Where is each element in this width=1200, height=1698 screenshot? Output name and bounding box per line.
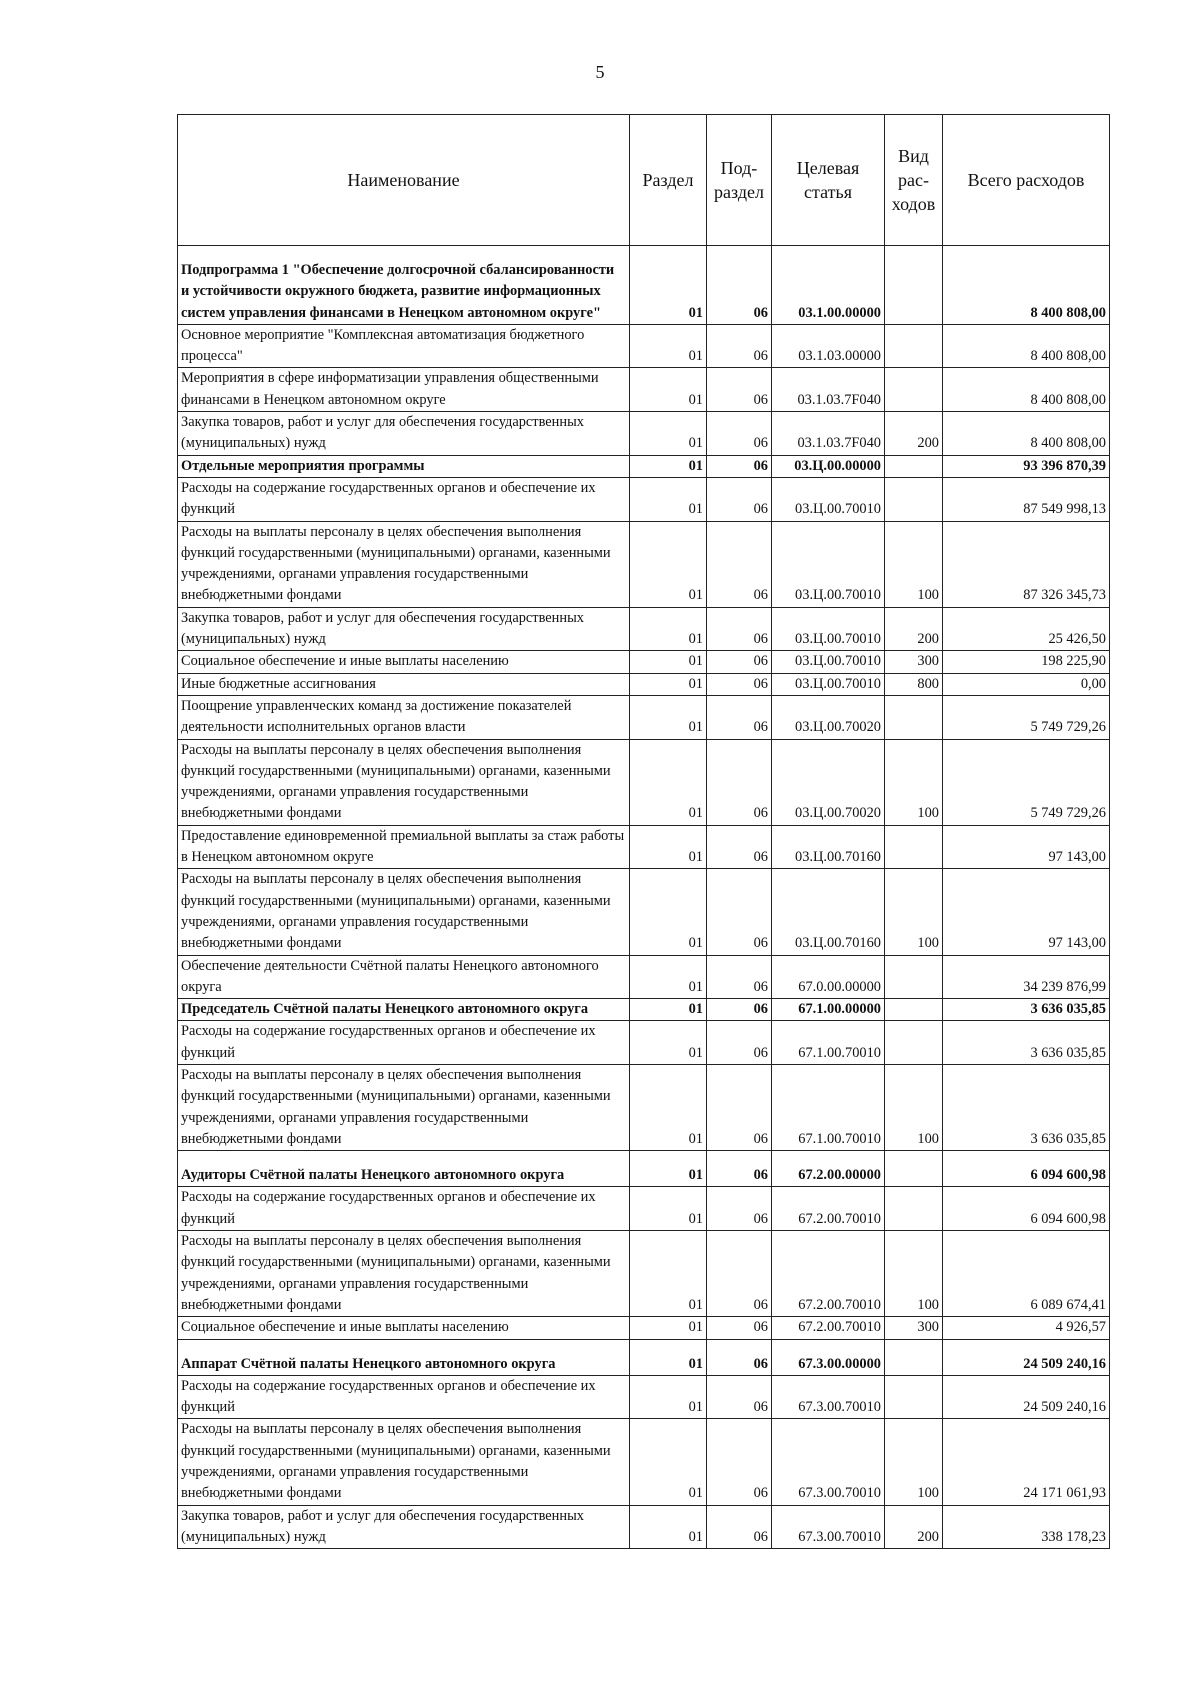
cell-razdel: 01 — [630, 651, 707, 673]
page-number: 5 — [595, 62, 605, 82]
cell-vid — [885, 695, 943, 739]
cell-razdel: 01 — [630, 607, 707, 651]
spacer-cell — [707, 1151, 772, 1166]
table-row — [178, 260, 1110, 324]
cell-statya: 67.3.00.00000 — [772, 1354, 885, 1376]
cell-podrazdel: 06 — [707, 1419, 772, 1505]
cell-vid — [885, 1165, 943, 1187]
cell-name: Расходы на содержание государственных органов и обеспечение их функций — [178, 1187, 630, 1231]
table-row — [178, 955, 1110, 999]
cell-vid — [885, 1021, 943, 1065]
spacer-cell — [943, 246, 1110, 261]
cell-podrazdel: 06 — [707, 673, 772, 695]
header-razdel: Раздел — [630, 115, 707, 246]
cell-total: 25 426,50 — [943, 607, 1110, 651]
spacer-row — [178, 1339, 1110, 1354]
cell-total: 6 094 600,98 — [943, 1165, 1110, 1187]
cell-podrazdel: 06 — [707, 1021, 772, 1065]
table-row — [178, 1231, 1110, 1317]
cell-statya: 67.1.00.70010 — [772, 1064, 885, 1150]
cell-vid: 300 — [885, 651, 943, 673]
cell-vid: 100 — [885, 869, 943, 955]
cell-total: 8 400 808,00 — [943, 368, 1110, 412]
cell-razdel: 01 — [630, 1375, 707, 1419]
cell-statya: 03.Ц.00.70010 — [772, 651, 885, 673]
cell-total: 8 400 808,00 — [943, 324, 1110, 368]
cell-podrazdel: 06 — [707, 455, 772, 477]
table-row — [178, 1187, 1110, 1231]
cell-vid — [885, 260, 943, 324]
cell-podrazdel: 06 — [707, 955, 772, 999]
cell-total: 4 926,57 — [943, 1317, 1110, 1339]
cell-statya: 67.2.00.70010 — [772, 1231, 885, 1317]
table-row — [178, 999, 1110, 1021]
cell-podrazdel: 06 — [707, 825, 772, 869]
cell-razdel: 01 — [630, 1165, 707, 1187]
spacer-cell — [885, 1339, 943, 1354]
cell-statya: 67.3.00.70010 — [772, 1419, 885, 1505]
cell-statya: 67.2.00.70010 — [772, 1317, 885, 1339]
budget-table — [177, 114, 1110, 1549]
cell-name: Расходы на выплаты персоналу в целях обеспечения выполнения функций государственными (муниципальными) органами, казенными учреждениями, органами управления государственными внебюджетными фондами — [178, 869, 630, 955]
cell-vid: 200 — [885, 412, 943, 456]
cell-razdel: 01 — [630, 1231, 707, 1317]
cell-podrazdel: 06 — [707, 477, 772, 521]
cell-razdel: 01 — [630, 1187, 707, 1231]
cell-total: 24 509 240,16 — [943, 1354, 1110, 1376]
cell-vid: 100 — [885, 521, 943, 607]
spacer-cell — [630, 1151, 707, 1166]
cell-statya: 67.2.00.00000 — [772, 1165, 885, 1187]
cell-podrazdel: 06 — [707, 1375, 772, 1419]
cell-razdel: 01 — [630, 739, 707, 825]
cell-statya: 67.3.00.70010 — [772, 1505, 885, 1549]
cell-vid: 100 — [885, 1064, 943, 1150]
cell-podrazdel: 06 — [707, 695, 772, 739]
table-row — [178, 1354, 1110, 1376]
cell-podrazdel: 06 — [707, 651, 772, 673]
cell-statya: 03.Ц.00.70020 — [772, 739, 885, 825]
cell-name: Социальное обеспечение и иные выплаты населению — [178, 651, 630, 673]
spacer-cell — [772, 246, 885, 261]
cell-podrazdel: 06 — [707, 368, 772, 412]
cell-podrazdel: 06 — [707, 1231, 772, 1317]
cell-podrazdel: 06 — [707, 1064, 772, 1150]
cell-total: 3 636 035,85 — [943, 999, 1110, 1021]
cell-vid — [885, 324, 943, 368]
cell-name: Предоставление единовременной премиальной выплаты за стаж работы в Ненецком автономном округе — [178, 825, 630, 869]
spacer-row — [178, 1151, 1110, 1166]
cell-podrazdel: 06 — [707, 1165, 772, 1187]
cell-statya: 67.2.00.70010 — [772, 1187, 885, 1231]
table-row — [178, 368, 1110, 412]
header-name: Наименование — [178, 115, 630, 246]
cell-total: 87 549 998,13 — [943, 477, 1110, 521]
cell-total: 87 326 345,73 — [943, 521, 1110, 607]
spacer-cell — [630, 246, 707, 261]
cell-vid — [885, 1375, 943, 1419]
cell-podrazdel: 06 — [707, 607, 772, 651]
table-row — [178, 607, 1110, 651]
spacer-cell — [772, 1339, 885, 1354]
cell-statya: 67.3.00.70010 — [772, 1375, 885, 1419]
table-row — [178, 455, 1110, 477]
cell-name: Расходы на выплаты персоналу в целях обеспечения выполнения функций государственными (муниципальными) органами, казенными учреждениями, органами управления государственными внебюджетными фондами — [178, 1419, 630, 1505]
cell-statya: 03.Ц.00.00000 — [772, 455, 885, 477]
cell-total: 5 749 729,26 — [943, 739, 1110, 825]
cell-razdel: 01 — [630, 695, 707, 739]
cell-podrazdel: 06 — [707, 521, 772, 607]
cell-total: 34 239 876,99 — [943, 955, 1110, 999]
cell-podrazdel: 06 — [707, 1187, 772, 1231]
spacer-cell — [707, 1339, 772, 1354]
cell-total: 6 089 674,41 — [943, 1231, 1110, 1317]
table-row — [178, 324, 1110, 368]
cell-razdel: 01 — [630, 368, 707, 412]
cell-vid — [885, 455, 943, 477]
header-podrazdel: Под- раздел — [707, 115, 772, 246]
cell-statya: 03.1.00.00000 — [772, 260, 885, 324]
spacer-cell — [178, 246, 630, 261]
cell-statya: 03.Ц.00.70160 — [772, 869, 885, 955]
spacer-cell — [885, 1151, 943, 1166]
cell-podrazdel: 06 — [707, 1317, 772, 1339]
cell-statya: 67.0.00.00000 — [772, 955, 885, 999]
cell-name: Иные бюджетные ассигнования — [178, 673, 630, 695]
cell-statya: 03.1.03.00000 — [772, 324, 885, 368]
cell-statya: 67.1.00.00000 — [772, 999, 885, 1021]
cell-statya: 03.Ц.00.70160 — [772, 825, 885, 869]
spacer-cell — [772, 1151, 885, 1166]
table-row — [178, 1064, 1110, 1150]
table-row — [178, 1419, 1110, 1505]
spacer-cell — [943, 1339, 1110, 1354]
cell-podrazdel: 06 — [707, 1505, 772, 1549]
cell-vid: 200 — [885, 1505, 943, 1549]
cell-podrazdel: 06 — [707, 324, 772, 368]
header-total: Всего расходов — [943, 115, 1110, 246]
cell-razdel: 01 — [630, 673, 707, 695]
cell-vid — [885, 1354, 943, 1376]
cell-vid: 300 — [885, 1317, 943, 1339]
cell-razdel: 01 — [630, 1021, 707, 1065]
cell-total: 8 400 808,00 — [943, 412, 1110, 456]
cell-razdel: 01 — [630, 955, 707, 999]
cell-statya: 03.Ц.00.70010 — [772, 521, 885, 607]
cell-name: Аудиторы Счётной палаты Ненецкого автономного округа — [178, 1165, 630, 1187]
cell-total: 6 094 600,98 — [943, 1187, 1110, 1231]
cell-podrazdel: 06 — [707, 260, 772, 324]
cell-vid: 100 — [885, 1231, 943, 1317]
cell-total: 3 636 035,85 — [943, 1064, 1110, 1150]
cell-razdel: 01 — [630, 455, 707, 477]
cell-vid — [885, 368, 943, 412]
table-row — [178, 1165, 1110, 1187]
cell-total: 5 749 729,26 — [943, 695, 1110, 739]
cell-razdel: 01 — [630, 412, 707, 456]
cell-razdel: 01 — [630, 324, 707, 368]
cell-name: Расходы на выплаты персоналу в целях обеспечения выполнения функций государственными (муниципальными) органами, казенными учреждениями, органами управления государственными внебюджетными фондами — [178, 1231, 630, 1317]
cell-name: Основное мероприятие "Комплексная автоматизация бюджетного процесса" — [178, 324, 630, 368]
cell-razdel: 01 — [630, 1505, 707, 1549]
table-row — [178, 695, 1110, 739]
table-row — [178, 739, 1110, 825]
cell-statya: 03.1.03.7F040 — [772, 412, 885, 456]
cell-total: 3 636 035,85 — [943, 1021, 1110, 1065]
cell-vid: 100 — [885, 739, 943, 825]
cell-vid — [885, 477, 943, 521]
cell-razdel: 01 — [630, 869, 707, 955]
spacer-cell — [943, 1151, 1110, 1166]
spacer-cell — [178, 1151, 630, 1166]
table-row — [178, 1375, 1110, 1419]
cell-razdel: 01 — [630, 1064, 707, 1150]
cell-razdel: 01 — [630, 825, 707, 869]
cell-vid: 200 — [885, 607, 943, 651]
spacer-cell — [707, 246, 772, 261]
cell-razdel: 01 — [630, 521, 707, 607]
table-row — [178, 521, 1110, 607]
cell-name: Социальное обеспечение и иные выплаты населению — [178, 1317, 630, 1339]
cell-name: Расходы на выплаты персоналу в целях обеспечения выполнения функций государственными (муниципальными) органами, казенными учреждениями, органами управления государственными внебюджетными фондами — [178, 521, 630, 607]
cell-podrazdel: 06 — [707, 1354, 772, 1376]
table-row — [178, 1021, 1110, 1065]
cell-statya: 03.Ц.00.70010 — [772, 477, 885, 521]
cell-total: 198 225,90 — [943, 651, 1110, 673]
spacer-row — [178, 246, 1110, 261]
cell-name: Поощрение управленческих команд за достижение показателей деятельности исполнительных органов власти — [178, 695, 630, 739]
table-row — [178, 673, 1110, 695]
cell-name: Председатель Счётной палаты Ненецкого автономного округа — [178, 999, 630, 1021]
cell-name: Обеспечение деятельности Счётной палаты Ненецкого автономного округа — [178, 955, 630, 999]
table-row — [178, 651, 1110, 673]
table-row — [178, 1505, 1110, 1549]
cell-total: 97 143,00 — [943, 869, 1110, 955]
cell-name: Отдельные мероприятия программы — [178, 455, 630, 477]
cell-razdel: 01 — [630, 1317, 707, 1339]
table-row — [178, 477, 1110, 521]
cell-vid — [885, 1187, 943, 1231]
cell-razdel: 01 — [630, 1354, 707, 1376]
cell-statya: 03.1.03.7F040 — [772, 368, 885, 412]
cell-vid: 100 — [885, 1419, 943, 1505]
cell-vid — [885, 955, 943, 999]
cell-name: Расходы на содержание государственных органов и обеспечение их функций — [178, 477, 630, 521]
cell-statya: 03.Ц.00.70010 — [772, 607, 885, 651]
cell-vid — [885, 825, 943, 869]
cell-total: 8 400 808,00 — [943, 260, 1110, 324]
cell-name: Аппарат Счётной палаты Ненецкого автономного округа — [178, 1354, 630, 1376]
cell-name: Закупка товаров, работ и услуг для обеспечения государственных (муниципальных) нужд — [178, 1505, 630, 1549]
cell-razdel: 01 — [630, 260, 707, 324]
cell-total: 0,00 — [943, 673, 1110, 695]
cell-razdel: 01 — [630, 477, 707, 521]
spacer-cell — [178, 1339, 630, 1354]
cell-total: 24 171 061,93 — [943, 1419, 1110, 1505]
spacer-cell — [885, 246, 943, 261]
cell-total: 93 396 870,39 — [943, 455, 1110, 477]
cell-podrazdel: 06 — [707, 999, 772, 1021]
table-body — [178, 246, 1110, 1549]
table-row — [178, 412, 1110, 456]
table-header-row — [178, 115, 1110, 246]
cell-statya: 67.1.00.70010 — [772, 1021, 885, 1065]
table-row — [178, 869, 1110, 955]
cell-razdel: 01 — [630, 999, 707, 1021]
header-statya: Целевая статья — [772, 115, 885, 246]
table-row — [178, 825, 1110, 869]
cell-name: Расходы на выплаты персоналу в целях обеспечения выполнения функций государственными (муниципальными) органами, казенными учреждениями, органами управления государственными внебюджетными фондами — [178, 739, 630, 825]
cell-podrazdel: 06 — [707, 739, 772, 825]
cell-vid: 800 — [885, 673, 943, 695]
cell-name: Расходы на выплаты персоналу в целях обеспечения выполнения функций государственными (муниципальными) органами, казенными учреждениями, органами управления государственными внебюджетными фондами — [178, 1064, 630, 1150]
cell-vid — [885, 999, 943, 1021]
cell-name: Закупка товаров, работ и услуг для обеспечения государственных (муниципальных) нужд — [178, 607, 630, 651]
cell-podrazdel: 06 — [707, 412, 772, 456]
cell-podrazdel: 06 — [707, 869, 772, 955]
cell-razdel: 01 — [630, 1419, 707, 1505]
cell-statya: 03.Ц.00.70010 — [772, 673, 885, 695]
cell-name: Расходы на содержание государственных органов и обеспечение их функций — [178, 1375, 630, 1419]
header-vid: Вид рас- ходов — [885, 115, 943, 246]
cell-total: 24 509 240,16 — [943, 1375, 1110, 1419]
cell-name: Расходы на содержание государственных органов и обеспечение их функций — [178, 1021, 630, 1065]
spacer-cell — [630, 1339, 707, 1354]
cell-total: 338 178,23 — [943, 1505, 1110, 1549]
cell-name: Закупка товаров, работ и услуг для обеспечения государственных (муниципальных) нужд — [178, 412, 630, 456]
cell-statya: 03.Ц.00.70020 — [772, 695, 885, 739]
cell-total: 97 143,00 — [943, 825, 1110, 869]
table-row — [178, 1317, 1110, 1339]
cell-name: Мероприятия в сфере информатизации управления общественными финансами в Ненецком автономном округе — [178, 368, 630, 412]
cell-name: Подпрограмма 1 "Обеспечение долгосрочной сбалансированности и устойчивости окружного бюджета, развитие информационных систем управления финансами в Ненецком автономном округе" — [178, 260, 630, 324]
